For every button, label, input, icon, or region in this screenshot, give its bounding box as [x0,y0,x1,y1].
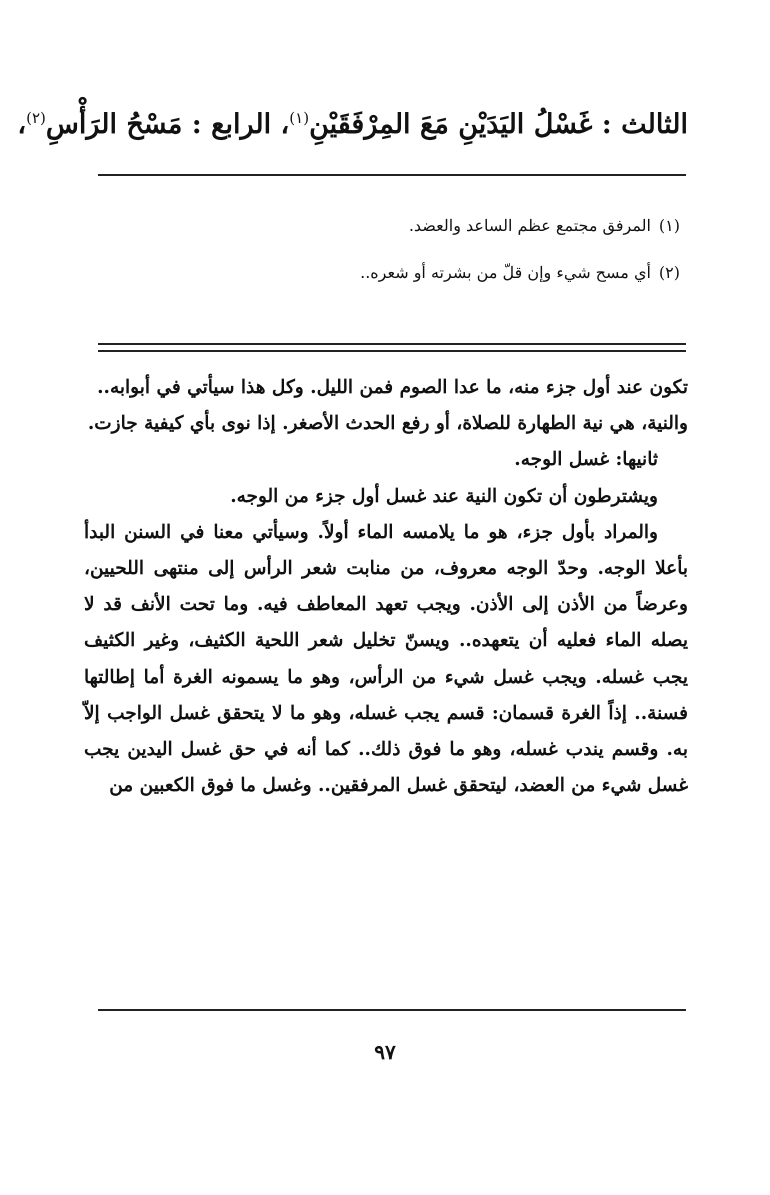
paragraph-3: ثانيها: غسل الوجه. [514,449,658,471]
heading-divider [98,174,686,176]
footnote-text: المرفق مجتمع عظم الساعد والعضد. [408,216,651,235]
double-divider-top [98,343,686,345]
section-heading [17,88,688,155]
paragraph-4: ويشترطون أن تكون النية عند غسل أول جزء من الوجه. [230,485,658,507]
footer-divider [98,1009,686,1011]
footnote-1 [90,214,680,238]
paragraph-1: تكون عند أول جزء منه، ما عدا الصوم فمن الليل. وكل هذا سيأتي في أبوابه.. [97,377,688,398]
fourth-text: مَسْحُ الرَأْسِ [45,109,183,140]
heading-end-mark: ، [17,109,27,140]
double-divider-bottom [98,350,686,352]
fourth-label: الرابع : [191,109,272,140]
footnotes [90,214,680,308]
page-number: ٩٧ [374,1040,396,1064]
third-text: غَسْلُ اليَدَيْنِ مَعَ المِرْفَقَيْنِ [309,109,593,140]
footnote-2 [90,261,680,285]
third-label: الثالث : [601,109,688,140]
body-text [84,370,688,804]
footnote-text: أي مسح شيء وإن قلّ من بشرته أو شعره.. [360,263,651,282]
footnote-ref-1: (١) [289,109,310,127]
paragraph-2: والنية، هي نية الطهارة للصلاة، أو رفع الحدث الأصغر. إذا نوى بأي كيفية جازت. [87,413,688,435]
heading-separator: ، [271,109,290,140]
footnote-ref-2: (٢) [26,109,46,127]
footnote-number: (١) [658,216,680,235]
footnote-number: (٢) [658,263,680,282]
paragraph-5: والمراد بأول جزء، هو ما يلامسه الماء أولاً. وسيأتي معنا في السنن البدأ بأعلا الوجه. وحدّ الوجه معروف، من منابت شعر الرأس إلى منتهى اللحيين، وعرضاً من الأذن إلى الأذن. ويجب تعهد المعاطف فيه. وما تحت الأنف قد لا يصله الماء فعليه أن يتعهده.. ويسنّ تخليل شعر اللحية الكثيف، وغير الكثيف يجب غسله. ويجب غسل شيء من الرأس، وهو ما يسمونه الغرة أما إطالتها فسنة.. إذاً الغرة قسمان: قسم يجب غسله، وهو ما لا يتحقق غسل الواجب إلاّ به. وقسم يندب غسله، وهو ما فوق ذلك.. كما أنه في حق غسل اليدين يجب غسل شيء من العضد، ليتحقق غسل المرفقين.. وغسل ما فوق الكعبين من [84,521,689,797]
